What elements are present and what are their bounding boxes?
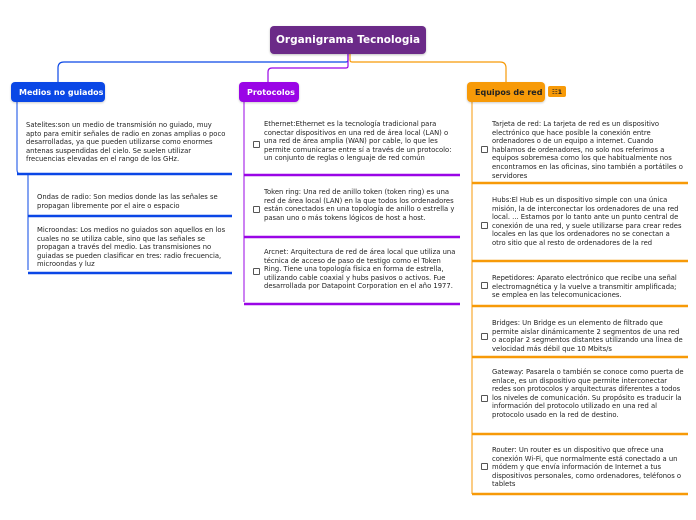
topic-tarjeta-de-red[interactable]: [492, 120, 684, 180]
checkbox-gateway[interactable]: [481, 395, 488, 402]
checkbox-hubs[interactable]: [481, 222, 488, 229]
topic-text: Ethernet:Ethernet es la tecnología tradicional para conectar dispositivos en una red de área local (LAN) o una red de área amplia (WAN) por cable, lo que les permite comunicarse entre sí a través de un protocolo: un conjunto de reglas o lenguaje de red común: [264, 120, 452, 163]
checkbox-ethernet[interactable]: [253, 141, 260, 148]
topic-text: Repetidores: Aparato electrónico que recibe una señal electromagnética y la vuelve a transmitir amplificada; se emplea en las telecomunicaciones.: [492, 274, 677, 300]
checkbox-repetidores[interactable]: [481, 282, 488, 289]
topic-gateway[interactable]: [492, 368, 684, 420]
topic-router[interactable]: [492, 446, 684, 489]
branch-medios-no-guiados[interactable]: [11, 82, 105, 102]
topic-text: Token ring: Una red de anillo token (token ring) es una red de área local (LAN) en la que todos los ordenadores están conectados en una topología de anillo o estrella y pasan uno o más tokens lógicos de host a host.: [264, 188, 455, 222]
topic-text: Gateway: Pasarela o también se conoce como puerta de enlace, es un dispositivo que permite interconectar redes son protocolos y arquitecturas diferentes a todos los niveles de comunicación. Su propósito es traducir la información del protocolo utilizado en una red al protocolo usado en la red de destino.: [492, 368, 684, 419]
checkbox-router[interactable]: [481, 463, 488, 470]
topic-hubs[interactable]: [492, 196, 684, 248]
topic-bridges[interactable]: [492, 319, 684, 353]
branch-protocolos[interactable]: [239, 82, 299, 102]
topic-token-ring[interactable]: [264, 188, 456, 222]
topic-arcnet[interactable]: [264, 248, 456, 291]
checkbox-tarjeta-de-red[interactable]: [481, 146, 488, 153]
topic-text: Router: Un router es un dispositivo que ofrece una conexión Wi-Fi, que normalmente está conectado a un módem y que envía información de Internet a tus dispositivos personales, como ordenadores, teléfonos o tablets: [492, 446, 682, 489]
topic-satelites[interactable]: [26, 121, 226, 164]
checkbox-bridges[interactable]: [481, 333, 488, 340]
branch-label: Protocolos: [247, 87, 295, 97]
topic-text: Ondas de radio: Son medios donde las las señales se propagan libremente por el aire o espacio: [37, 193, 218, 210]
root-label: Organigrama Tecnologia: [275, 34, 421, 46]
topic-text: Hubs:El Hub es un dispositivo simple con una única misión, la de interconectar los ordenadores de una red local. ... Estamos por lo tanto ante un punto central de conexión de una red, y suele utilizarse para crear redes locales en las que los ordenadores no se conectan a otro sitio que al resto de ordenadores de la red: [492, 196, 682, 247]
topic-ondas-de-radio[interactable]: [37, 193, 229, 210]
topic-text: Arcnet: Arquitectura de red de área local que utiliza una técnica de acceso de paso de testigo como el Token Ring. Tiene una topología física en forma de estrella, utilizando cable coaxial y hubs pasivos o activos. Fue desarrollada por Datapoint Corporation en el año 1977.: [264, 248, 456, 291]
topic-text: Microondas: Los medios no guiados son aquellos en los cuales no se utiliza cable, sino que las señales se propagan a través del medio. Las transmisiones no guiadas se pueden clasificar en tres: radio frecuencia, microondas y luz: [37, 226, 226, 269]
root-node[interactable]: [270, 26, 426, 54]
link-root-to-protocolos: [268, 54, 348, 82]
checkbox-arcnet[interactable]: [253, 268, 260, 275]
topic-text: Bridges: Un Bridge es un elemento de filtrado que permite aislar dinámicamente 2 segmentos de una red o acoplar 2 segmentos distantes utilizando una línea de velocidad más débil que 10 Mbits/s: [492, 319, 683, 353]
branch-equipos-de-red[interactable]: [467, 82, 545, 102]
topic-microondas[interactable]: [37, 226, 229, 269]
topic-text: Tarjeta de red: La tarjeta de red es un dispositivo electrónico que hace posible la conexión entre ordenadores o de un equipo a internet. Cuando hablamos de ordenadores, no solo nos referimos a equipos sobremesa como los que habitualmente nos encontramos en las oficinas, sino también a portátiles o servidores: [492, 120, 683, 180]
topic-repetidores[interactable]: [492, 274, 684, 300]
branch-label: Equipos de red: [475, 87, 543, 97]
link-root-to-equipos: [350, 54, 506, 82]
topic-text: Satelites:son un medio de transmisión no guiado, muy apto para emitir señales de radio en zonas amplias o poco desarrolladas, ya que pueden utilizarse como enormes antenas suspendidas del cielo. Se suelen utilizar frecuencias elevadas en el rango de los GHz.: [26, 121, 226, 164]
badge-label: ☷1: [551, 87, 563, 96]
task-count-badge[interactable]: [548, 86, 566, 97]
topic-ethernet[interactable]: [264, 120, 456, 163]
checkbox-token-ring[interactable]: [253, 206, 260, 213]
branch-label: Medios no guiados: [19, 87, 104, 97]
